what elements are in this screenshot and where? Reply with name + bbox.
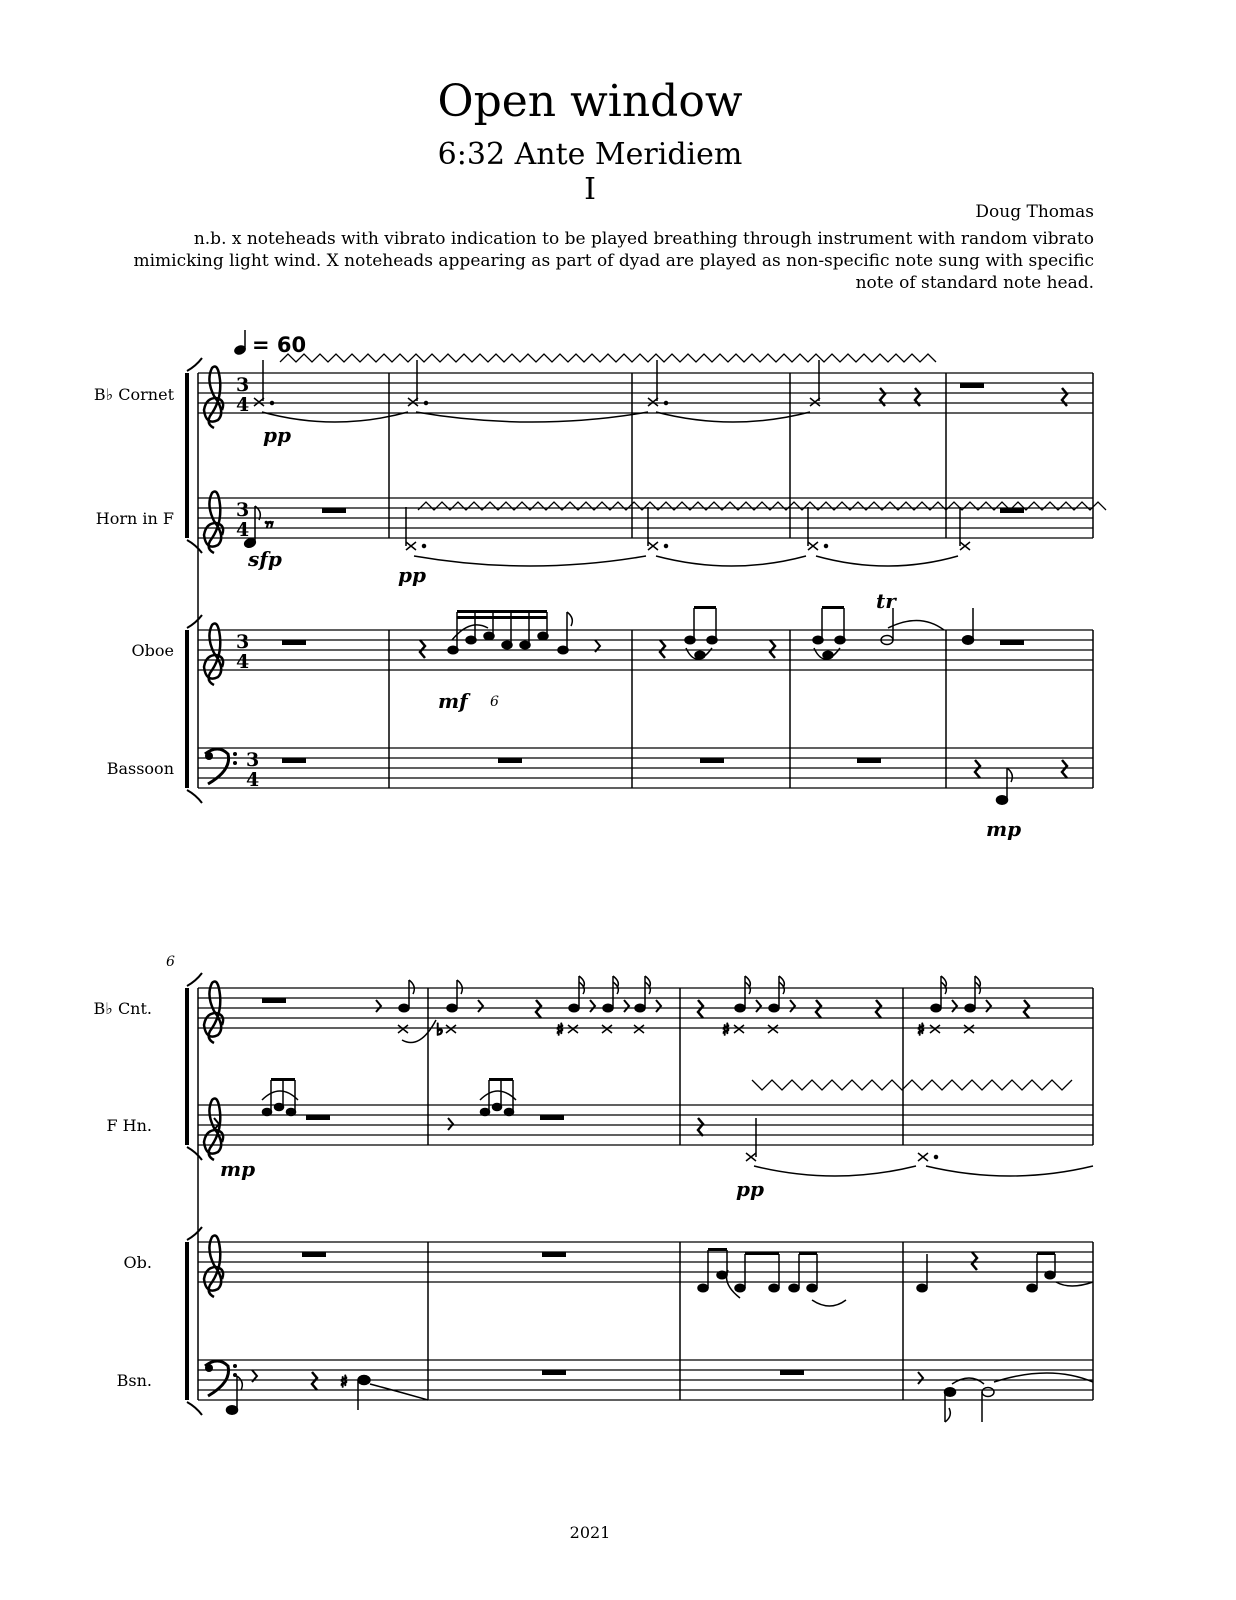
quarter-note-icon bbox=[233, 330, 247, 356]
bracket-woodwind-2 bbox=[187, 1227, 202, 1415]
svg-text:𝄾𝄾: 𝄾𝄾 bbox=[265, 515, 274, 534]
horn-notes-system-1 bbox=[243, 506, 1024, 566]
performance-note: n.b. x noteheads with vibrato indication to be played breathing through instrument with random vibrato mimicking light wind. X noteheads appearing as part of dyad are played as non-specific note sung with specific note of standard note head. bbox=[133, 229, 1094, 293]
footer-year: 2021 bbox=[569, 1523, 611, 1542]
dynamic-bassoon-mp: mp bbox=[986, 817, 1022, 841]
dynamic-horn-mp: mp bbox=[220, 1157, 256, 1181]
bass-clef-icon bbox=[205, 749, 237, 784]
staff-cornet bbox=[198, 373, 1093, 413]
svg-text:4: 4 bbox=[236, 519, 250, 541]
score-subtitle: 6:32 Ante Meridiem bbox=[437, 137, 743, 172]
treble-clef-icon bbox=[204, 367, 223, 429]
movement-number: I bbox=[584, 172, 596, 207]
bassoon-notes-system-2 bbox=[227, 1370, 1094, 1422]
tuplet-number: 6 bbox=[490, 694, 499, 710]
svg-text:= 60: = 60 bbox=[252, 333, 307, 357]
instrument-name-cornet: B♭ Cornet bbox=[93, 385, 174, 404]
vibrato-lines-system-2 bbox=[752, 1080, 1072, 1090]
svg-text:♭: ♭ bbox=[436, 1020, 444, 1039]
time-signature bbox=[236, 374, 259, 791]
treble-clef-icon bbox=[204, 624, 223, 686]
svg-text:3: 3 bbox=[236, 499, 250, 521]
bracket-brass-2 bbox=[187, 973, 202, 1160]
instrument-name-bassoon-short: Bsn. bbox=[116, 1371, 152, 1390]
staff-horn-2 bbox=[198, 1105, 1093, 1145]
staff-oboe bbox=[198, 630, 1093, 670]
score-title: Open window bbox=[437, 76, 743, 127]
svg-text:3: 3 bbox=[236, 374, 250, 396]
bracket-woodwind bbox=[187, 615, 202, 803]
instrument-name-horn-short: F Hn. bbox=[106, 1116, 152, 1135]
instrument-name-horn: Horn in F bbox=[95, 509, 174, 528]
svg-text:4: 4 bbox=[236, 651, 250, 673]
instrument-name-oboe-short: Ob. bbox=[123, 1253, 152, 1272]
vibrato-lines-system-1 bbox=[280, 354, 1106, 510]
staff-oboe-2 bbox=[198, 1242, 1093, 1282]
staff-horn bbox=[198, 498, 1093, 538]
svg-text:♯: ♯ bbox=[722, 1020, 730, 1039]
svg-text:♯: ♯ bbox=[917, 1020, 925, 1039]
bass-clef-icon bbox=[205, 1361, 237, 1396]
svg-text:♯: ♯ bbox=[340, 1372, 348, 1391]
oboe-notes-system-1 bbox=[282, 606, 1024, 659]
composer: Doug Thomas bbox=[975, 202, 1094, 222]
instrument-name-cornet-short: B♭ Cnt. bbox=[93, 999, 152, 1018]
barlines-system-2 bbox=[198, 988, 1093, 1400]
measure-number: 6 bbox=[166, 954, 175, 970]
dynamic-horn-pp: pp bbox=[398, 563, 426, 587]
svg-text:3: 3 bbox=[236, 631, 250, 653]
instrument-name-bassoon: Bassoon bbox=[106, 759, 174, 778]
dynamic-horn-pp-2: pp bbox=[736, 1177, 764, 1201]
barlines-system-1 bbox=[198, 373, 1093, 788]
bracket-brass bbox=[187, 358, 202, 553]
svg-text:♯: ♯ bbox=[556, 1020, 564, 1039]
dynamic-horn-sfp: sfp bbox=[248, 547, 282, 571]
treble-clef-icon bbox=[204, 982, 223, 1044]
treble-clef-icon bbox=[204, 1236, 223, 1298]
staff-bassoon bbox=[198, 748, 1093, 788]
instrument-name-oboe: Oboe bbox=[131, 641, 174, 660]
tempo-marking bbox=[233, 330, 306, 357]
cornet-notes-system-2 bbox=[262, 976, 1029, 1043]
dynamic-oboe-mf: mf bbox=[438, 689, 468, 713]
svg-text:3: 3 bbox=[246, 749, 260, 771]
oboe-notes-system-2 bbox=[302, 1248, 1093, 1306]
bassoon-notes-system-1 bbox=[282, 758, 1067, 804]
svg-text:4: 4 bbox=[246, 769, 260, 791]
svg-text:4: 4 bbox=[236, 394, 250, 416]
dynamic-cornet-pp: pp bbox=[263, 423, 291, 447]
treble-clef-icon bbox=[204, 492, 223, 554]
trill-marking: tr bbox=[876, 589, 896, 613]
horn-notes-system-2 bbox=[214, 1078, 1093, 1176]
